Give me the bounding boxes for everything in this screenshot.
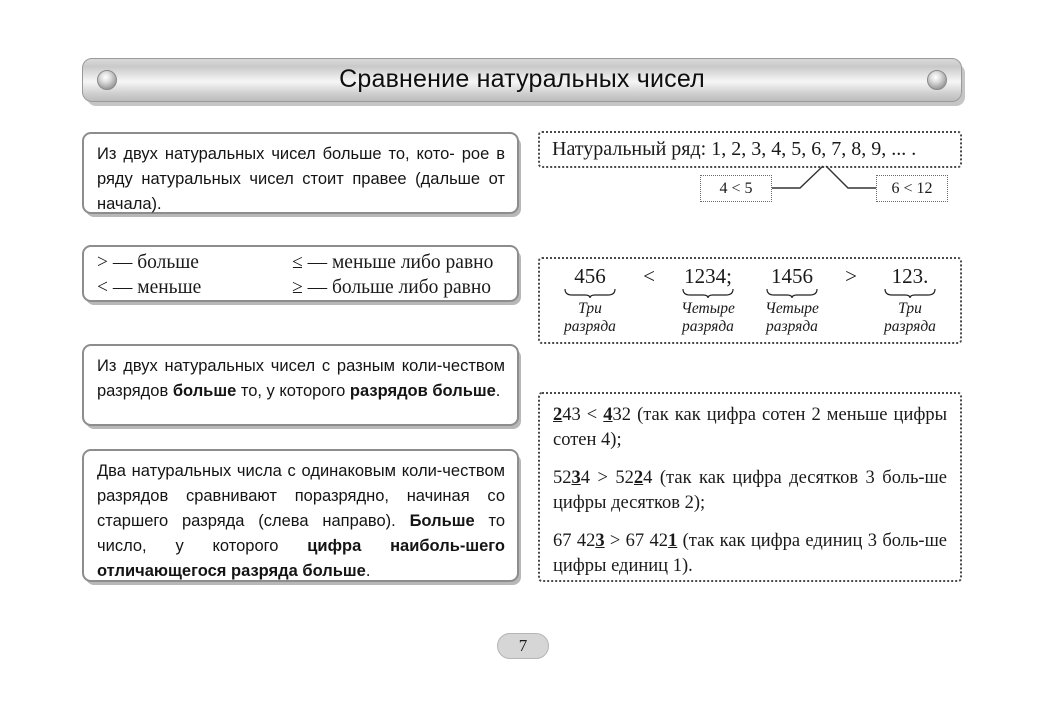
symbol-meaning-lessequal: меньше либо равно	[331, 252, 494, 273]
rule-rightmost-line3: (дальше от начала).	[97, 170, 505, 213]
rank-operator-1: <	[643, 264, 655, 288]
symbol-entry-lessequal	[292, 251, 504, 276]
rank-number: 1234;	[684, 264, 732, 288]
rank-label-line2: разряда	[564, 317, 616, 335]
rank-group-1234	[666, 265, 750, 335]
symbol-meaning-less: меньше	[137, 276, 202, 298]
example-rest-1: 43 <	[562, 405, 604, 425]
callout-box-4-less-5	[700, 175, 772, 202]
rank-label-line1: Три	[578, 300, 602, 317]
page-number	[497, 633, 549, 659]
example-mark-2: 2	[633, 468, 644, 488]
rule-digit-compare-part2: то число, у которого	[97, 512, 505, 555]
page-number-text: 7	[518, 636, 528, 655]
underbrace-icon	[884, 289, 936, 298]
symbol-dash: —	[112, 252, 133, 273]
symbol-sign-lessequal: ≤	[292, 252, 303, 273]
rule-digit-count-bold2: разрядов больше	[349, 382, 496, 400]
symbol-dash: —	[112, 276, 133, 298]
rank-label-line1: Три	[898, 300, 922, 317]
rank-operator-2: >	[845, 264, 857, 288]
symbol-meaning-greater: больше	[137, 252, 199, 273]
rule-digit-compare-bold1: Больше	[409, 512, 475, 530]
ranks-row	[548, 265, 952, 338]
rank-label	[681, 300, 735, 335]
symbol-entry-greater	[97, 251, 292, 276]
rank-group-456	[548, 265, 632, 335]
example-rest-1: > 67 42	[604, 531, 669, 551]
rank-number: 123.	[891, 264, 929, 288]
rank-label-line1: Четыре	[765, 300, 819, 317]
rule-digit-count-bold1: больше	[172, 382, 237, 400]
symbol-sign-less: <	[97, 276, 108, 298]
example-rest-2: (так как цифра единиц 3 боль-ше цифры единиц 1).	[553, 531, 948, 576]
symbol-meaning-greaterequal: больше либо равно	[331, 276, 492, 298]
underbrace-icon	[564, 289, 616, 298]
symbol-sign-greaterequal: ≥	[292, 276, 303, 298]
symbol-entry-greaterequal	[292, 276, 504, 301]
rank-group-123	[868, 265, 952, 335]
rank-label	[884, 300, 936, 335]
rule-digit-compare-bold2: цифра наиболь-шего отличающегося разряда больше	[97, 537, 505, 580]
callout-box-6-less-12	[876, 175, 948, 202]
symbols-legend-box	[82, 245, 519, 302]
rule-digit-count-part1: Из двух натуральных чисел с разным коли-чеством разрядов	[97, 357, 505, 400]
example-mark-2: 1	[668, 531, 678, 551]
rule-digit-count-part3: .	[495, 382, 501, 400]
rule-digit-compare-part3: .	[365, 562, 371, 580]
rank-group-1456	[750, 265, 834, 335]
ranks-comparison-box	[538, 257, 962, 344]
example-rest-1: 4 > 52	[580, 468, 634, 488]
example-tens	[553, 466, 947, 516]
callout-a-text: 4 < 5	[719, 179, 753, 197]
rank-label-line2: разряда	[766, 317, 818, 335]
callout-b-text: 6 < 12	[891, 179, 933, 197]
example-prefix: 52	[553, 468, 572, 488]
underbrace-icon	[682, 289, 734, 298]
rule-rightmost-text	[97, 142, 505, 217]
underbrace-icon	[766, 289, 818, 298]
example-mark-2: 4	[603, 405, 613, 425]
rule-digit-count-text	[97, 354, 505, 404]
rank-number: 1456	[771, 264, 813, 288]
rule-box-digit-count	[82, 344, 519, 426]
page-title-banner	[82, 58, 962, 102]
symbols-grid	[97, 251, 504, 300]
rule-box-rightmost	[82, 132, 519, 214]
rank-label	[564, 300, 616, 335]
example-mark-1: 3	[571, 468, 581, 488]
rank-number: 456	[574, 264, 606, 288]
rule-digit-count-part2: то, у которого	[236, 382, 350, 400]
example-mark-1: 3	[595, 531, 605, 551]
rank-label-line1: Четыре	[681, 300, 735, 317]
rule-rightmost-line2: рое в ряду натуральных чисел стоит правее	[97, 145, 505, 188]
rule-digit-compare-part1: Два натуральных числа с одинаковым коли-чеством разрядов сравнивают поразрядно, начиная со старшего разряда (слева направо).	[97, 462, 505, 530]
rule-box-digit-compare	[82, 449, 519, 582]
rule-rightmost-line1: Из двух натуральных чисел больше то, кото-	[97, 145, 455, 163]
rule-digit-compare-text	[97, 459, 505, 584]
symbol-entry-less	[97, 276, 292, 301]
example-mark-1: 2	[553, 405, 563, 425]
page-title: Сравнение натуральных чисел	[339, 64, 705, 93]
natural-series-text: Натуральный ряд: 1, 2, 3, 4, 5, 6, 7, 8, 9, ... .	[552, 138, 917, 160]
symbol-dash: —	[307, 252, 328, 273]
rank-label	[765, 300, 819, 335]
examples-box	[538, 392, 962, 582]
example-rest-2: 4 (так как цифра десятков 3 боль-ше цифры десятков 2);	[553, 468, 947, 513]
example-hundreds	[553, 403, 947, 453]
symbol-sign-greater: >	[97, 252, 108, 273]
rank-label-line2: разряда	[884, 317, 936, 335]
example-units	[553, 529, 947, 579]
rank-label-line2: разряда	[682, 317, 734, 335]
example-rest-2: 32 (так как цифра сотен 2 меньше цифры сотен 4);	[553, 405, 948, 450]
symbol-dash: —	[307, 276, 328, 298]
example-prefix: 67 42	[553, 531, 596, 551]
